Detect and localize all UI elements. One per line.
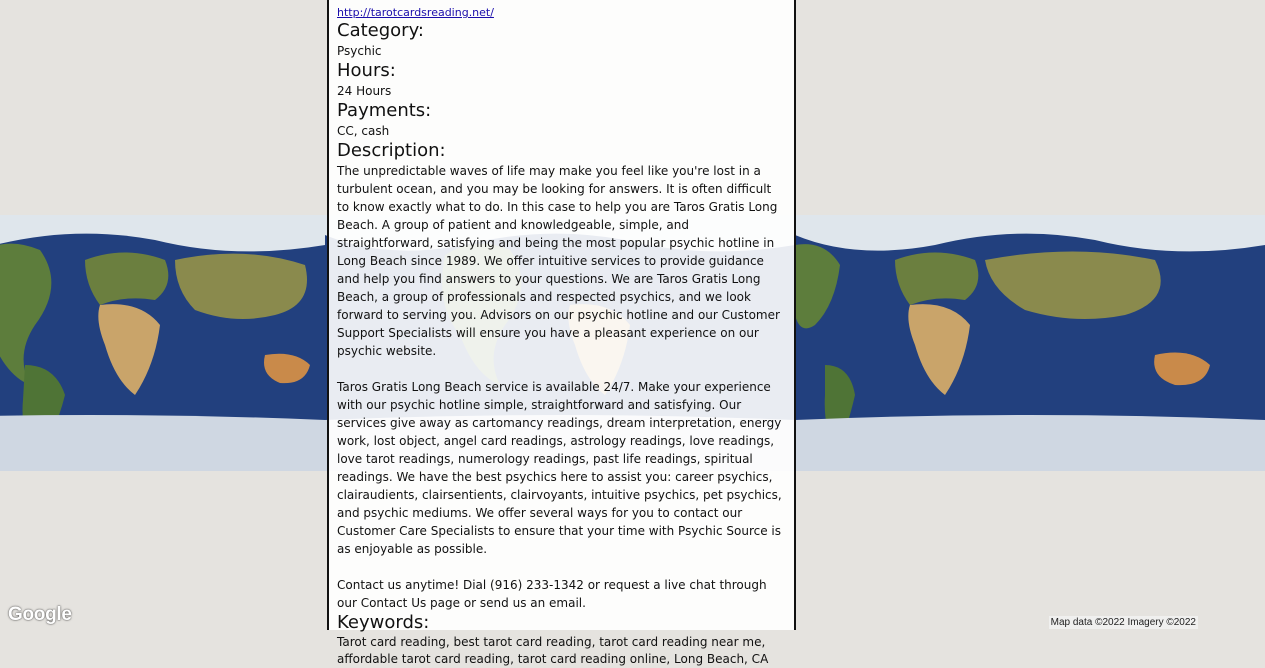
category-heading: Category:: [337, 20, 424, 41]
listing-info-panel: [327, 0, 796, 666]
payments-heading: Payments:: [337, 100, 432, 121]
website-link[interactable]: http://tarotcardsreading.net/: [337, 6, 494, 19]
description-body: [337, 162, 786, 612]
keywords-value: Tarot card reading, best tarot card reading, tarot card reading near me, affordable tarot card reading, tarot card reading online, Long Beach, CA: [337, 635, 769, 666]
map-tile-left: [0, 215, 325, 471]
google-logo[interactable]: Google: [8, 604, 72, 625]
payments-value: CC, cash: [337, 124, 390, 138]
description-heading: Description:: [337, 140, 446, 161]
keywords-heading: Keywords:: [337, 612, 430, 633]
map-attribution[interactable]: Map data ©2022 Imagery ©2022: [1050, 617, 1196, 628]
map-tile-right: [795, 215, 1265, 471]
description-paragraph: The unpredictable waves of life may make you feel like you're lost in a turbulent ocean, and you may be looking for answers. It is often difficult to know exactly what to do. In this case to help you are Taros Gratis Long Beach. A group of patient and knowledgeable, simple, and straightforward, satisfying and being the most popular psychic hotline in Long Beach since 1989. We offer intuitive services to provide guidance and help you find answers to your questions. We are Taros Gratis Long Beach, a group of professionals and respected psychics, and we look forward to serving you. Advisors on our psychic hotline and our Customer Support Specialists will ensure you have a pleasant experience on our psychic website.: [337, 164, 780, 358]
description-paragraph: Taros Gratis Long Beach service is available 24/7. Make your experience with our psychic hotline simple, straightforward and satisfying. Our services give away as cartomancy readings, dream interpretation, energy work, lost object, angel card readings, astrology readings, love readings, love tarot readings, numerology readings, past life readings, spiritual readings. We have the best psychics here to assist you: career psychics, clairaudients, clairsentients, clairvoyants, intuitive psychics, pet psychics, and psychic mediums. We offer several ways for you to contact our Customer Care Specialists to ensure that your time with Psychic Source is as enjoyable as possible.: [337, 380, 782, 556]
description-paragraph: Contact us anytime! Dial (916) 233-1342 or request a live chat through our Contact Us page or send us an email.: [337, 578, 767, 610]
hours-value: 24 Hours: [337, 84, 392, 98]
hours-heading: Hours:: [337, 60, 396, 81]
category-value: Psychic: [337, 44, 382, 58]
